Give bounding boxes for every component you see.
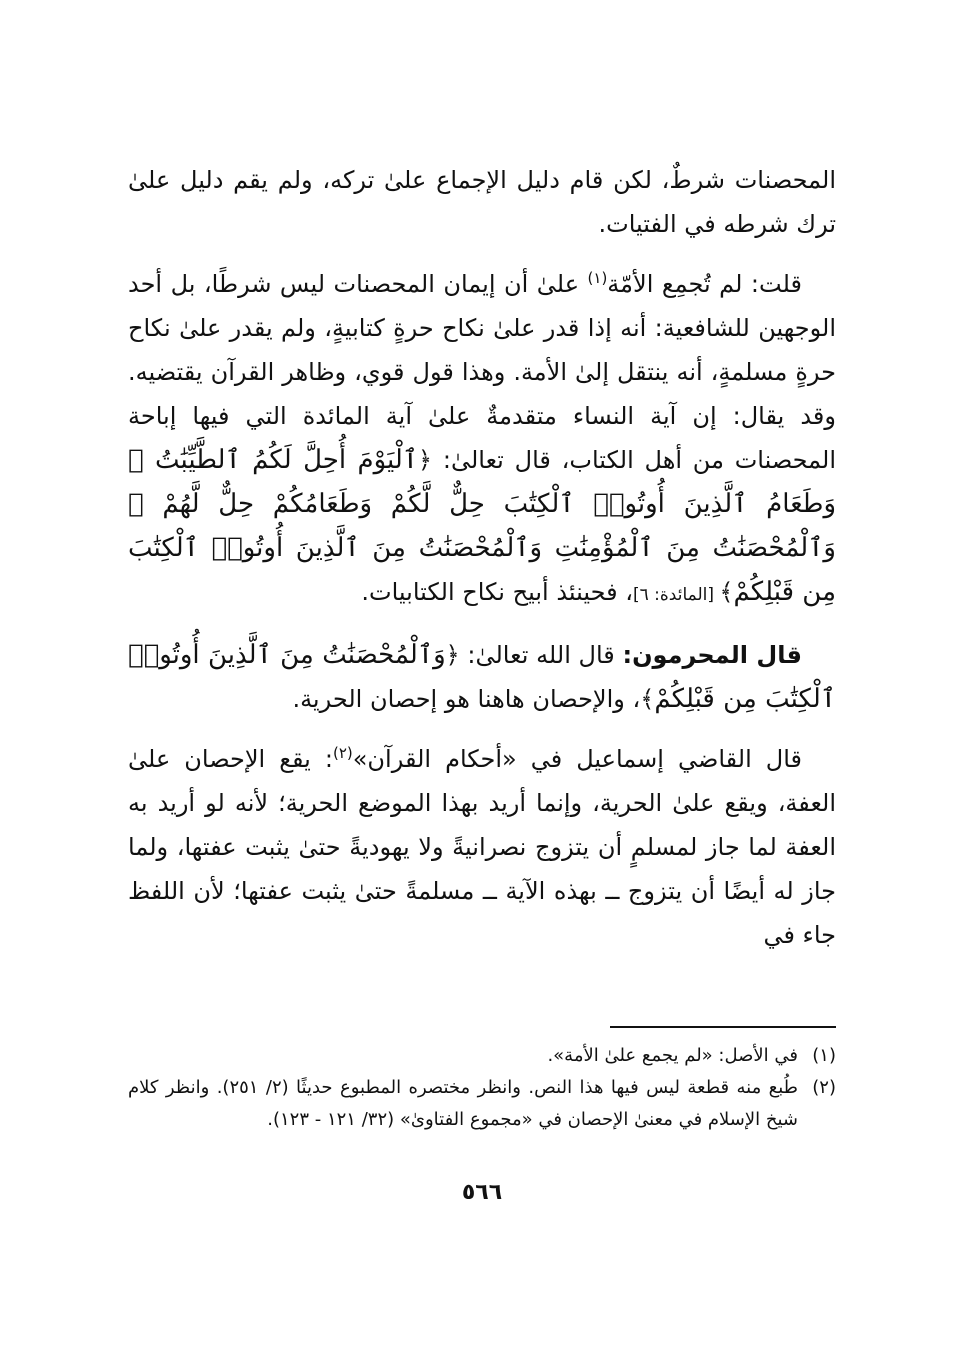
paragraph-2 [128, 262, 836, 617]
paragraph-3-text-b: ، والإحصان هاهنا هو إحصان الحرية. [292, 685, 641, 713]
paragraph-3-text-a: قال الله تعالىٰ: [459, 641, 623, 669]
footnote-separator [610, 1026, 836, 1028]
paragraph-1 [128, 158, 836, 246]
quran-verse: ٱلْيَوْمَ أُحِلَّ لَكُمُ ٱلطَّيِّبَٰتُ ۖ وَطَعَامُ ٱلَّذِينَ أُوتُوا۟ ٱلْكِتَٰبَ حِلٌّ لَّكُمْ وَطَعَامُكُمْ حِلٌّ لَّهُمْ ۖ وَٱلْمُحْصَنَٰتُ مِنَ ٱلْمُؤْمِنَٰتِ وَٱلْمُحْصَنَٰتُ مِنَ ٱلَّذِينَ أُوتُوا۟ ٱلْكِتَٰبَ مِن قَبْلِكُمْ [128, 445, 836, 607]
main-text [128, 158, 836, 973]
quran-open-bracket: ﴿ [418, 446, 433, 474]
quran-open-bracket-2: ﴿ [445, 641, 460, 669]
footnote-1 [128, 1040, 836, 1072]
footnote-ref-2[interactable]: (٢) [332, 744, 353, 762]
footnote-text: في الأصل: «لم يجمع علىٰ الأمة». [547, 1045, 798, 1066]
quran-verse-2: وَٱلْمُحْصَنَٰتُ مِنَ ٱلَّذِينَ أُوتُوا۟ ٱلْكِتَٰبَ مِن قَبْلِكُمْ [128, 640, 836, 714]
footnote-2 [128, 1072, 836, 1136]
footnote-number: (٢) [812, 1077, 836, 1098]
quran-close-bracket: ﴾ [719, 578, 734, 606]
paragraph-2-text-a: قلت: لم تُجمِع الأمّة [607, 270, 802, 298]
footnote-number: (١) [812, 1045, 836, 1066]
footnote-text: طُبع منه قطعة ليس فيها هذا النص. وانظر مختصره المطبوع حديثًا (٢/ ٢٥١). وانظر كلام شيخ الإسلام في معنىٰ الإحصان في «مجموع الفتاوىٰ» (٣٢/ ١٢١ - ١٢٣). [128, 1077, 798, 1130]
paragraph-2-text-c: ، فحينئذ أبيح نكاح الكتابيات. [361, 578, 633, 606]
footnotes [128, 1040, 836, 1136]
page-number: ٥٦٦ [461, 1180, 503, 1205]
paragraph-3 [128, 633, 836, 721]
quran-close-bracket-2: ﴾ [640, 685, 655, 713]
paragraph-3-lead: قال المحرمون: [622, 641, 802, 669]
paragraph-4-text-b: : يقع الإحصان علىٰ العفة، ويقع علىٰ الحرية، وإنما أريد بهذا الموضع الحرية؛ لأنه لو أريد به العفة لما جاز لمسلمٍ أن يتزوج نصرانيةً ولا يهوديةً حتىٰ يثبت عفتها، ولما جاز له أيضًا أن يتزوج ــ بهذه الآية ــ مسلمةً حتىٰ يثبت عفتها؛ لأن اللفظ جاء في [128, 745, 836, 949]
verse-reference: [المائدة: ٦] [632, 585, 720, 605]
paragraph-1-text: المحصنات شرطٌ، لكن قام دليل الإجماع علىٰ تركه، ولم يقم دليل علىٰ ترك شرطه في الفتيات. [128, 166, 836, 238]
paragraph-4-text-a: قال القاضي إسماعيل في «أحكام القرآن» [352, 745, 802, 773]
footnote-ref-1[interactable]: (١) [587, 269, 608, 287]
paragraph-4 [128, 737, 836, 957]
paragraph-2-text-b: علىٰ أن إيمان المحصنات ليس شرطًا، بل أحد الوجهين للشافعية: أنه إذا قدر علىٰ نكاح حرةٍ كتابيةٍ، ولم يقدر علىٰ نكاح حرةٍ مسلمةٍ، أنه ينتقل إلىٰ الأمة. وهذا قول قوي، وظاهر القرآن يقتضيه. وقد يقال: إن آية النساء متقدمةٌ علىٰ آية المائدة التي فيها إباحة المحصنات من أهل الكتاب، قال تعالىٰ: [128, 270, 837, 474]
